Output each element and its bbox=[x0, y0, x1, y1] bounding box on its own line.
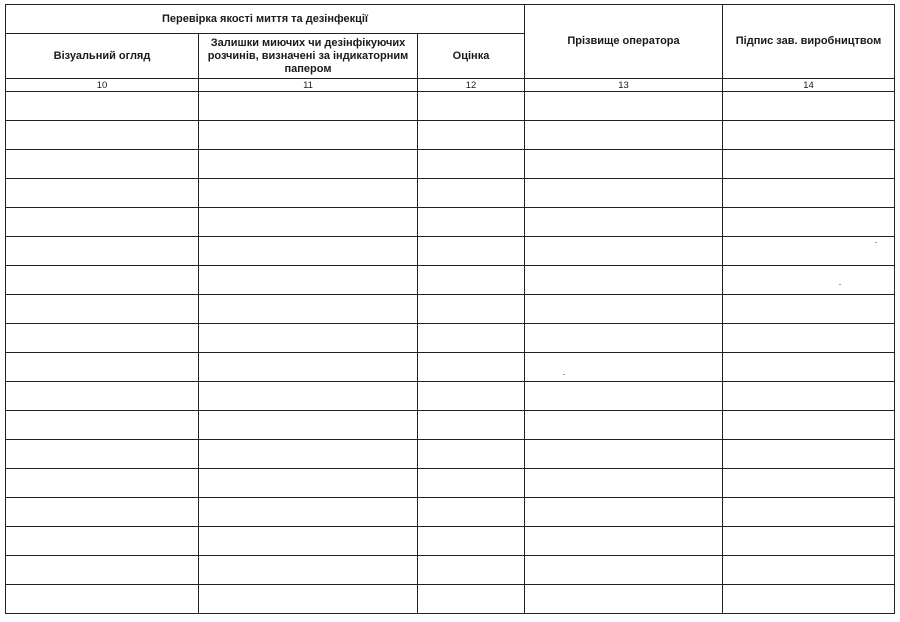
cell-manager-signature[interactable] bbox=[723, 527, 895, 556]
cell-visual-inspection[interactable] bbox=[6, 440, 199, 469]
cell-visual-inspection[interactable] bbox=[6, 527, 199, 556]
cell-operator-surname[interactable] bbox=[525, 150, 723, 179]
cell-manager-signature[interactable] bbox=[723, 121, 895, 150]
cell-detergent-residues[interactable] bbox=[199, 498, 418, 527]
header-operator-surname: Прізвище оператора bbox=[525, 5, 723, 79]
cell-manager-signature[interactable] bbox=[723, 208, 895, 237]
cell-rating[interactable] bbox=[418, 498, 525, 527]
group-header-quality-check: Перевірка якості миття та дезінфекції bbox=[6, 5, 525, 34]
column-number: 11 bbox=[199, 79, 418, 92]
cell-operator-surname[interactable] bbox=[525, 440, 723, 469]
table-row bbox=[6, 150, 895, 179]
cell-visual-inspection[interactable] bbox=[6, 585, 199, 614]
cell-visual-inspection[interactable] bbox=[6, 469, 199, 498]
cell-manager-signature[interactable] bbox=[723, 469, 895, 498]
cell-detergent-residues[interactable] bbox=[199, 353, 418, 382]
cell-detergent-residues[interactable] bbox=[199, 237, 418, 266]
header-detergent-residues: Залишки миючих чи дезінфікуючих розчинів, визначені за індикаторним папером bbox=[199, 34, 418, 79]
cell-manager-signature[interactable] bbox=[723, 92, 895, 121]
cell-visual-inspection[interactable] bbox=[6, 498, 199, 527]
cell-detergent-residues[interactable] bbox=[199, 527, 418, 556]
header-visual-inspection: Візуальний огляд bbox=[6, 34, 199, 79]
table-row bbox=[6, 469, 895, 498]
table-row bbox=[6, 92, 895, 121]
cell-rating[interactable] bbox=[418, 266, 525, 295]
table-row bbox=[6, 527, 895, 556]
scan-speck bbox=[875, 242, 877, 243]
table-row bbox=[6, 556, 895, 585]
cell-rating[interactable] bbox=[418, 295, 525, 324]
cell-manager-signature[interactable] bbox=[723, 150, 895, 179]
cell-rating[interactable] bbox=[418, 527, 525, 556]
cell-operator-surname[interactable] bbox=[525, 324, 723, 353]
cell-rating[interactable] bbox=[418, 179, 525, 208]
cell-rating[interactable] bbox=[418, 382, 525, 411]
cell-rating[interactable] bbox=[418, 324, 525, 353]
cell-visual-inspection[interactable] bbox=[6, 179, 199, 208]
cell-manager-signature[interactable] bbox=[723, 585, 895, 614]
cell-rating[interactable] bbox=[418, 469, 525, 498]
table-row bbox=[6, 324, 895, 353]
header-manager-signature: Підпис зав. виробництвом bbox=[723, 5, 895, 79]
header-rating: Оцінка bbox=[418, 34, 525, 79]
scan-speck bbox=[839, 284, 841, 285]
cell-detergent-residues[interactable] bbox=[199, 382, 418, 411]
cell-visual-inspection[interactable] bbox=[6, 324, 199, 353]
cell-operator-surname[interactable] bbox=[525, 556, 723, 585]
cell-rating[interactable] bbox=[418, 585, 525, 614]
cell-rating[interactable] bbox=[418, 411, 525, 440]
scan-speck bbox=[563, 374, 565, 375]
cell-detergent-residues[interactable] bbox=[199, 92, 418, 121]
cell-operator-surname[interactable] bbox=[525, 121, 723, 150]
cell-detergent-residues[interactable] bbox=[199, 266, 418, 295]
cell-manager-signature[interactable] bbox=[723, 295, 895, 324]
cell-visual-inspection[interactable] bbox=[6, 382, 199, 411]
cell-rating[interactable] bbox=[418, 121, 525, 150]
cell-detergent-residues[interactable] bbox=[199, 121, 418, 150]
column-number: 14 bbox=[723, 79, 895, 92]
cell-operator-surname[interactable] bbox=[525, 237, 723, 266]
cell-visual-inspection[interactable] bbox=[6, 353, 199, 382]
cell-rating[interactable] bbox=[418, 208, 525, 237]
cell-detergent-residues[interactable] bbox=[199, 469, 418, 498]
column-number: 13 bbox=[525, 79, 723, 92]
cell-manager-signature[interactable] bbox=[723, 440, 895, 469]
cell-detergent-residues[interactable] bbox=[199, 556, 418, 585]
table-row bbox=[6, 121, 895, 150]
cell-manager-signature[interactable] bbox=[723, 179, 895, 208]
cell-rating[interactable] bbox=[418, 556, 525, 585]
cell-visual-inspection[interactable] bbox=[6, 150, 199, 179]
cell-visual-inspection[interactable] bbox=[6, 237, 199, 266]
cell-visual-inspection[interactable] bbox=[6, 556, 199, 585]
table-row bbox=[6, 585, 895, 614]
cell-visual-inspection[interactable] bbox=[6, 208, 199, 237]
table-row bbox=[6, 208, 895, 237]
table-row bbox=[6, 237, 895, 266]
cell-detergent-residues[interactable] bbox=[199, 179, 418, 208]
cell-rating[interactable] bbox=[418, 440, 525, 469]
log-body bbox=[6, 92, 895, 614]
cell-manager-signature[interactable] bbox=[723, 266, 895, 295]
cell-visual-inspection[interactable] bbox=[6, 295, 199, 324]
cell-visual-inspection[interactable] bbox=[6, 121, 199, 150]
cell-operator-surname[interactable] bbox=[525, 353, 723, 382]
cell-detergent-residues[interactable] bbox=[199, 440, 418, 469]
table-row bbox=[6, 498, 895, 527]
cell-detergent-residues[interactable] bbox=[199, 150, 418, 179]
table-row bbox=[6, 179, 895, 208]
cell-detergent-residues[interactable] bbox=[199, 208, 418, 237]
cell-rating[interactable] bbox=[418, 150, 525, 179]
cell-operator-surname[interactable] bbox=[525, 411, 723, 440]
table-row bbox=[6, 266, 895, 295]
cell-visual-inspection[interactable] bbox=[6, 92, 199, 121]
cell-operator-surname[interactable] bbox=[525, 527, 723, 556]
table-row bbox=[6, 295, 895, 324]
cell-manager-signature[interactable] bbox=[723, 237, 895, 266]
cell-operator-surname[interactable] bbox=[525, 92, 723, 121]
table-row bbox=[6, 382, 895, 411]
table-row bbox=[6, 440, 895, 469]
cell-manager-signature[interactable] bbox=[723, 324, 895, 353]
cell-detergent-residues[interactable] bbox=[199, 295, 418, 324]
cell-operator-surname[interactable] bbox=[525, 469, 723, 498]
cell-operator-surname[interactable] bbox=[525, 295, 723, 324]
cell-operator-surname[interactable] bbox=[525, 179, 723, 208]
cell-visual-inspection[interactable] bbox=[6, 411, 199, 440]
cell-manager-signature[interactable] bbox=[723, 556, 895, 585]
cell-operator-surname[interactable] bbox=[525, 208, 723, 237]
cell-rating[interactable] bbox=[418, 353, 525, 382]
cell-detergent-residues[interactable] bbox=[199, 585, 418, 614]
cell-rating[interactable] bbox=[418, 92, 525, 121]
cell-rating[interactable] bbox=[418, 237, 525, 266]
journal-sheet bbox=[5, 4, 894, 618]
table-row bbox=[6, 353, 895, 382]
cell-detergent-residues[interactable] bbox=[199, 324, 418, 353]
cell-manager-signature[interactable] bbox=[723, 411, 895, 440]
cell-manager-signature[interactable] bbox=[723, 353, 895, 382]
cell-manager-signature[interactable] bbox=[723, 498, 895, 527]
column-number: 10 bbox=[6, 79, 199, 92]
cell-operator-surname[interactable] bbox=[525, 498, 723, 527]
table-row bbox=[6, 411, 895, 440]
wash-disinfection-log-table bbox=[5, 4, 895, 614]
cell-manager-signature[interactable] bbox=[723, 382, 895, 411]
cell-operator-surname[interactable] bbox=[525, 585, 723, 614]
cell-operator-surname[interactable] bbox=[525, 382, 723, 411]
cell-detergent-residues[interactable] bbox=[199, 411, 418, 440]
cell-visual-inspection[interactable] bbox=[6, 266, 199, 295]
cell-operator-surname[interactable] bbox=[525, 266, 723, 295]
column-number: 12 bbox=[418, 79, 525, 92]
